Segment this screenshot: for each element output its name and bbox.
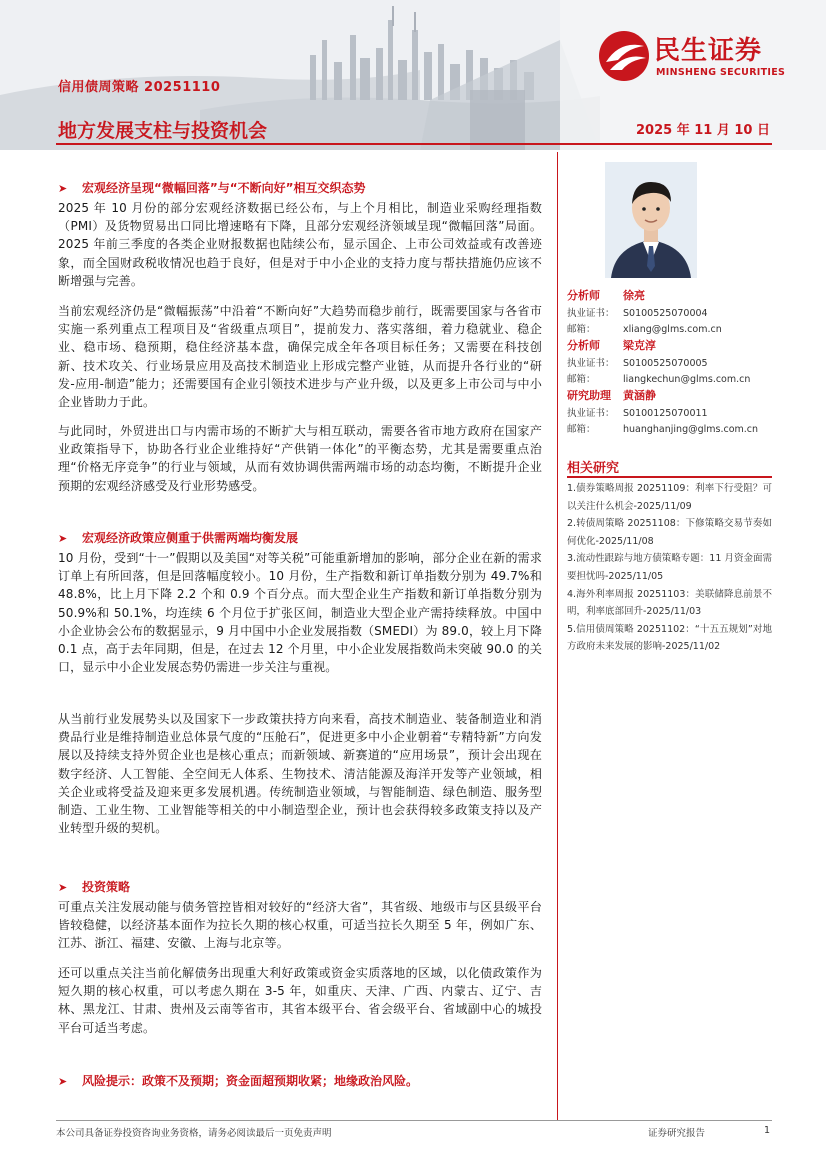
footer-rule bbox=[56, 1120, 772, 1121]
paragraph: 2025 年 10 月份的部分宏观经济数据已经公布，与上个月相比，制造业采购经理指数（PMI）及货物贸易出口同比增速略有下降，且部分宏观经济领域呈现“微幅回落”局面。2025 年前三季度的各类企业财报数据也陆续公布，显示国企、上市公司效益或有改善迹象，而全国财政税收情况也趋于良好，但是对于中小企业的支持力度与帮扶措施仍应该不断增强与完善。 bbox=[58, 201, 542, 288]
related-research-item[interactable]: 2.转债周策略 20251108：下修策略交易节奏如何优化-2025/11/08 bbox=[567, 518, 772, 547]
related-research-title: 相关研究 bbox=[567, 461, 620, 476]
column-divider bbox=[557, 152, 558, 1120]
analyst-email[interactable]: 邮箱： liangkechun@glms.com.cn bbox=[567, 374, 751, 385]
arrow-right-icon: ➤ bbox=[58, 881, 68, 894]
arrow-right-icon: ➤ bbox=[58, 1075, 68, 1088]
page-title: 地方发展支柱与投资机会 bbox=[58, 120, 268, 142]
footer-report-type: 证券研究报告 bbox=[648, 1128, 706, 1139]
company-logo bbox=[598, 30, 808, 82]
related-research-item[interactable]: 5.信用债周策略 20251102：“十五五规划”对地方政府未来发展的影响-2025/11/02 bbox=[567, 623, 772, 653]
logo-chinese-text: 民生证券 bbox=[654, 36, 763, 66]
paragraph: 10 月份，受到“十一”假期以及美国“对等关税”可能重新增加的影响，部分企业在新的需求订单上有所回落，但是回落幅度较小。10 月份，生产指数和新订单指数分别为 49.7%和 48.8%，比上月下降 2.2 个和 0.9 个百分点。而大型企业生产指数和新订单指数分别为 50.9%和 50.1%，均连续 6 个月位于扩张区间，制造业大型企业产需持续释放。中国中小企业协会公布的数据显示，9 月中国中小企业发展指数（SMEDI）为 89.0，较上月下降 0.1 点，高于去年同期，但是，在过去 12 个月里，中小企业发展指数尚未突破 90.0 的关口，显示中小企业发展态势仍需进一步关注与重视。 bbox=[58, 551, 542, 675]
analyst-email[interactable]: 邮箱： huanghanjing@glms.com.cn bbox=[567, 424, 759, 435]
section-heading: ➤ 投资策略 bbox=[58, 880, 131, 894]
related-research-item[interactable]: 3.流动性跟踪与地方债策略专题：11 月资金面需要担忧吗-2025/11/05 bbox=[567, 553, 772, 582]
report-date: 2025 年 11 月 10 日 bbox=[636, 123, 770, 138]
related-research-list bbox=[567, 480, 772, 656]
analyst-cert: 执业证书： S0100525070004 bbox=[567, 308, 708, 319]
logo-mark-icon bbox=[598, 30, 650, 82]
section-heading: ➤ 宏观经济呈现“微幅回落”与“不断向好”相互交织态势 bbox=[58, 181, 366, 195]
header-banner bbox=[0, 0, 826, 150]
related-research-rule bbox=[567, 476, 772, 478]
paragraph: 从当前行业发展势头以及国家下一步政策扶持方向来看，高技术制造业、装备制造业和消费品行业是维持制造业总体景气度的“压舱石”，促进更多中小企业朝着“专精特新”方向发展以及持续支持外贸企业也是核心重点；而新领域、新赛道的“应用场景”，预计会出现在数字经济、人工智能、全空间无人体系、生物技术、清洁能源及海洋开发等产业领域，相关企业或将受益及迎来更多发展机遇。传统制造业领域，与智能制造、绿色制造、服务型制造、工业生物、工业智能等相关的中小制造型企业，预计也会获得较多政策支持以及产业转型升级的契机。 bbox=[58, 712, 542, 836]
paragraph: 当前宏观经济仍是“微幅振荡”中沿着“不断向好”大趋势而稳步前行，既需要国家与各省市实施一系列重点工程项目及“省级重点项目”，提前发力、落实落细，着力稳就业、稳企业、稳市场、稳预期，稳住经济基本盘，确保完成全年各项目标任务；又需要在科技创新、技术攻关、行业场景应用及高技术制造业上形成完整产业链，从而提升各行业的“研发-应用-制造”能力；还需要国有企业引领技术进步与产业升级，以及更多上市公司与中小企业皆助力于此。 bbox=[58, 304, 542, 410]
analyst-photo bbox=[605, 162, 697, 278]
paragraph: 还可以重点关注当前化解债务出现重大利好政策或资金实质落地的区域，以化债政策作为短久期的核心权重，可以考虑久期在 3-5 年，如重庆、天津、广西、内蒙古、辽宁、吉林、黑龙江、甘肃、贵州及云南等省市，其省本级平台、省会级平台、省域副中心的城投平台可适当考虑。 bbox=[58, 966, 542, 1035]
report-series: 信用债周策略 20251110 bbox=[58, 80, 221, 95]
paragraph: 与此同时，外贸进出口与内需市场的不断扩大与相互联动，需要各省市地方政府在国家产业政策指导下，协助各行业企业维持好“产供销一体化”的平衡态势，尤其是需要重点治理“价格无序竞争”的行业与领域，从而有效协调供需两端市场的动态均衡，不断提升企业预期的宏观经济感受及行业形势感受。 bbox=[58, 424, 542, 493]
arrow-right-icon: ➤ bbox=[58, 182, 68, 195]
header-rule bbox=[56, 143, 772, 145]
page-number: 1 bbox=[764, 1125, 771, 1136]
arrow-right-icon: ➤ bbox=[58, 532, 68, 545]
related-research-item[interactable]: 4.海外利率周报 20251103：美联储降息前景不明，利率底部回升-2025/11/03 bbox=[567, 588, 772, 618]
analyst-name: 分析师 徐亮 bbox=[567, 289, 645, 302]
analyst-cert: 执业证书： S0100125070011 bbox=[567, 408, 708, 419]
logo-english-text: MINSHENG SECURITIES bbox=[656, 67, 786, 78]
section-heading: ➤ 宏观经济政策应侧重于供需两端均衡发展 bbox=[58, 531, 299, 545]
related-research-item[interactable]: 1.债券策略周报 20251109：利率下行受阻？可以关注什么机会-2025/11/09 bbox=[567, 483, 772, 512]
analyst-email[interactable]: 邮箱： xliang@glms.com.cn bbox=[567, 324, 722, 335]
footer-disclaimer: 本公司具备证券投资咨询业务资格，请务必阅读最后一页免责声明 bbox=[56, 1128, 332, 1139]
analyst-name: 研究助理 黄涵静 bbox=[567, 389, 656, 402]
analyst-cert: 执业证书： S0100525070005 bbox=[567, 358, 708, 369]
risk-warning: ➤ 风险提示：政策不及预期；资金面超预期收紧；地缘政治风险。 bbox=[58, 1074, 419, 1088]
analyst-name: 分析师 梁克淳 bbox=[567, 339, 656, 352]
paragraph: 可重点关注发展动能与债务管控皆相对较好的“经济大省”，其省级、地级市与区县级平台皆较稳健，以经济基本面作为拉长久期的核心权重，可适当拉长久期至 5 年，例如广东、江苏、浙江、福建、安徽、上海与北京等。 bbox=[58, 900, 542, 951]
